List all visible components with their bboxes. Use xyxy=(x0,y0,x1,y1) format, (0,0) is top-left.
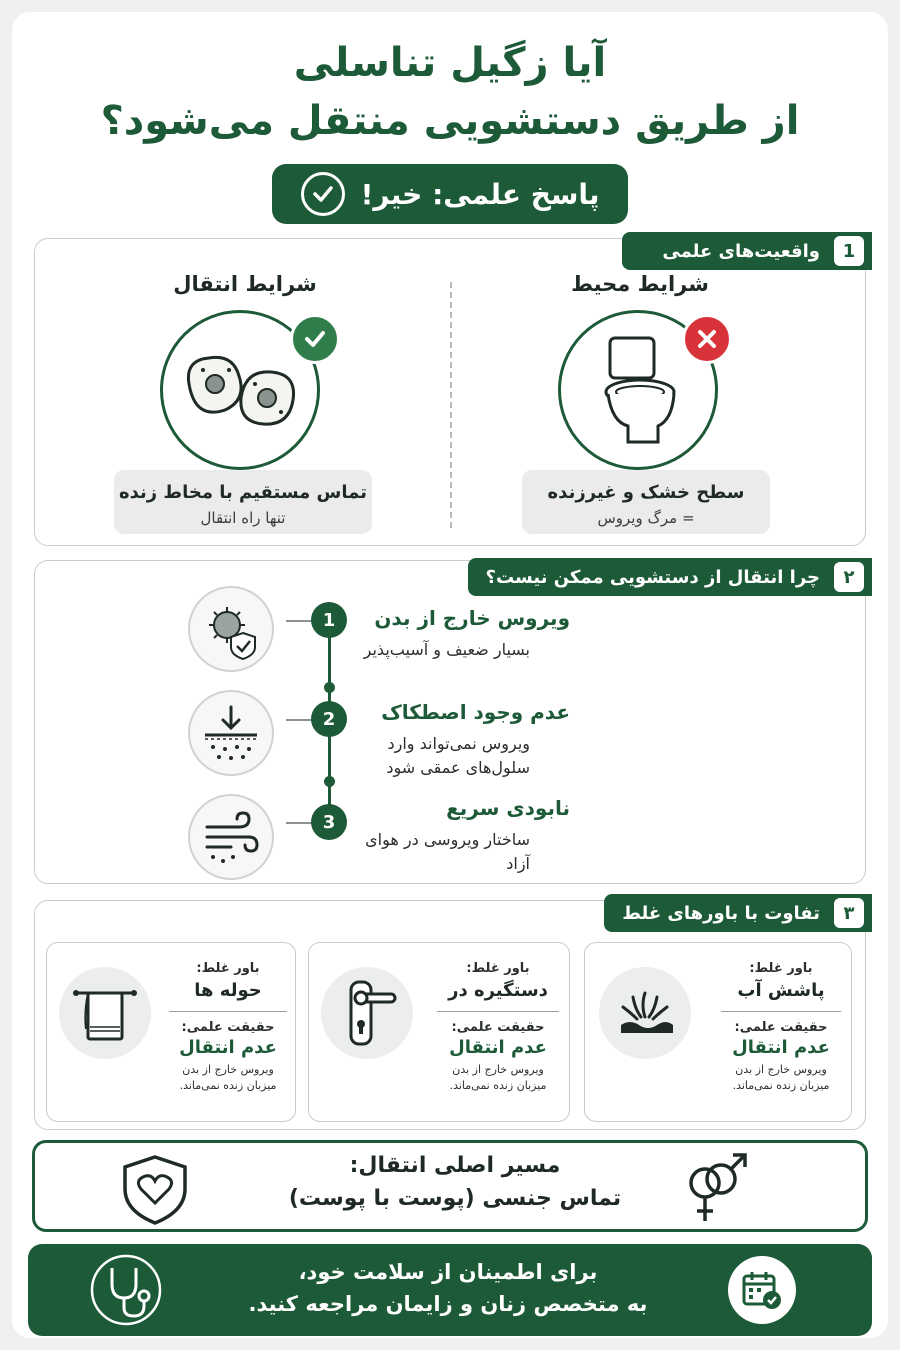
step2-desc: ویروس نمی‌تواند وارد سلول‌های عمقی شود xyxy=(386,734,530,777)
environment-sub: = مرگ ویروس xyxy=(597,509,695,527)
fact-note: ویروس خارج از بدن میزبان زنده نمی‌ماند. xyxy=(179,1063,277,1092)
myth-card-water-splash xyxy=(584,942,852,1122)
step2-number: 2 xyxy=(311,701,347,737)
section1-header xyxy=(622,232,872,270)
fact-label: حقیقت علمی: xyxy=(734,1020,828,1035)
section1-title: واقعیت‌های علمی xyxy=(662,240,820,262)
check-circle-icon xyxy=(301,172,345,216)
environment-title: شرایط محیط xyxy=(571,272,709,296)
fact-text: عدم انتقال xyxy=(179,1037,277,1058)
fact-text: عدم انتقال xyxy=(449,1037,547,1058)
myth-card-door-handle xyxy=(308,942,570,1122)
section3-number: ۳ xyxy=(834,898,864,928)
footer-line1: برای اطمینان از سلامت خود، xyxy=(298,1260,598,1284)
section3-title: تفاوت با باورهای غلط xyxy=(622,902,820,924)
footer-banner xyxy=(28,1244,872,1336)
route-title: مسیر اصلی انتقال: xyxy=(349,1153,561,1178)
wind-icon xyxy=(188,794,274,880)
route-text: تماس جنسی (پوست با پوست) xyxy=(288,1186,622,1211)
page-title-line2: از طریق دستشویی منتقل می‌شود؟ xyxy=(100,98,800,144)
myth-label: باور غلط: xyxy=(466,961,530,976)
myth-label: باور غلط: xyxy=(749,961,813,976)
page-title-line1: آیا زگیل تناسلی xyxy=(293,40,607,86)
step1-desc: بسیار ضعیف و آسیب‌پذیر xyxy=(363,640,530,659)
fact-label: حقیقت علمی: xyxy=(181,1020,275,1035)
calendar-check-icon xyxy=(728,1256,796,1324)
answer-text: پاسخ علمی: خیر! xyxy=(360,177,600,211)
column-divider xyxy=(450,282,452,528)
myth-text: حوله ها xyxy=(194,980,262,1001)
fact-note: ویروس خارج از بدن میزبان زنده نمی‌ماند. xyxy=(449,1063,547,1092)
skin-layer-icon xyxy=(188,690,274,776)
fact-note: ویروس خارج از بدن میزبان زنده نمی‌ماند. xyxy=(732,1063,830,1092)
section1-number: 1 xyxy=(834,236,864,266)
transmission-main: تماس مستقیم با مخاط زنده xyxy=(119,482,367,503)
timeline-dot xyxy=(324,682,335,693)
footer-line2: به متخصص زنان و زایمان مراجعه کنید. xyxy=(248,1292,648,1316)
environment-fact-box xyxy=(522,470,770,534)
main-route-box xyxy=(32,1140,868,1232)
door-handle-icon xyxy=(321,967,413,1059)
myth-card-towels xyxy=(46,942,296,1122)
footer-text-group xyxy=(198,1260,698,1316)
myth-text: پاشش آب xyxy=(737,980,825,1001)
step3-desc: ساختار ویروسی در هوای آزاد xyxy=(365,830,530,873)
step-connector xyxy=(286,620,314,622)
myth-label: باور غلط: xyxy=(196,961,260,976)
water-splash-icon xyxy=(599,967,691,1059)
step1-number: 1 xyxy=(311,602,347,638)
gender-symbols-icon xyxy=(675,1149,755,1229)
step2-title: عدم وجود اصطکاک xyxy=(381,700,570,724)
virus-shield-icon xyxy=(188,586,274,672)
transmission-fact-box xyxy=(114,470,372,534)
check-badge-icon xyxy=(290,314,340,364)
myth-text: دستگیره در xyxy=(448,980,548,1001)
heart-shield-icon xyxy=(115,1153,215,1223)
section3-header xyxy=(604,894,872,932)
answer-banner xyxy=(272,164,628,224)
route-text-group xyxy=(255,1153,655,1211)
x-badge-icon xyxy=(682,314,732,364)
fact-text: عدم انتقال xyxy=(732,1037,830,1058)
step1-title: ویروس خارج از بدن xyxy=(374,606,570,630)
towel-icon xyxy=(59,967,151,1059)
step-connector xyxy=(286,719,314,721)
section2-number: ۲ xyxy=(834,562,864,592)
transmission-sub: تنها راه انتقال xyxy=(200,509,286,527)
step-connector xyxy=(286,822,314,824)
fact-label: حقیقت علمی: xyxy=(451,1020,545,1035)
stethoscope-icon xyxy=(88,1254,164,1326)
transmission-title: شرایط انتقال xyxy=(173,272,317,296)
timeline-dot xyxy=(324,776,335,787)
section2-title: چرا انتقال از دستشویی ممکن نیست؟ xyxy=(485,566,820,588)
section2-header xyxy=(468,558,872,596)
environment-main: سطح خشک و غیرزنده xyxy=(547,482,745,503)
step3-title: نابودی سریع xyxy=(446,796,570,820)
step3-number: 3 xyxy=(311,804,347,840)
